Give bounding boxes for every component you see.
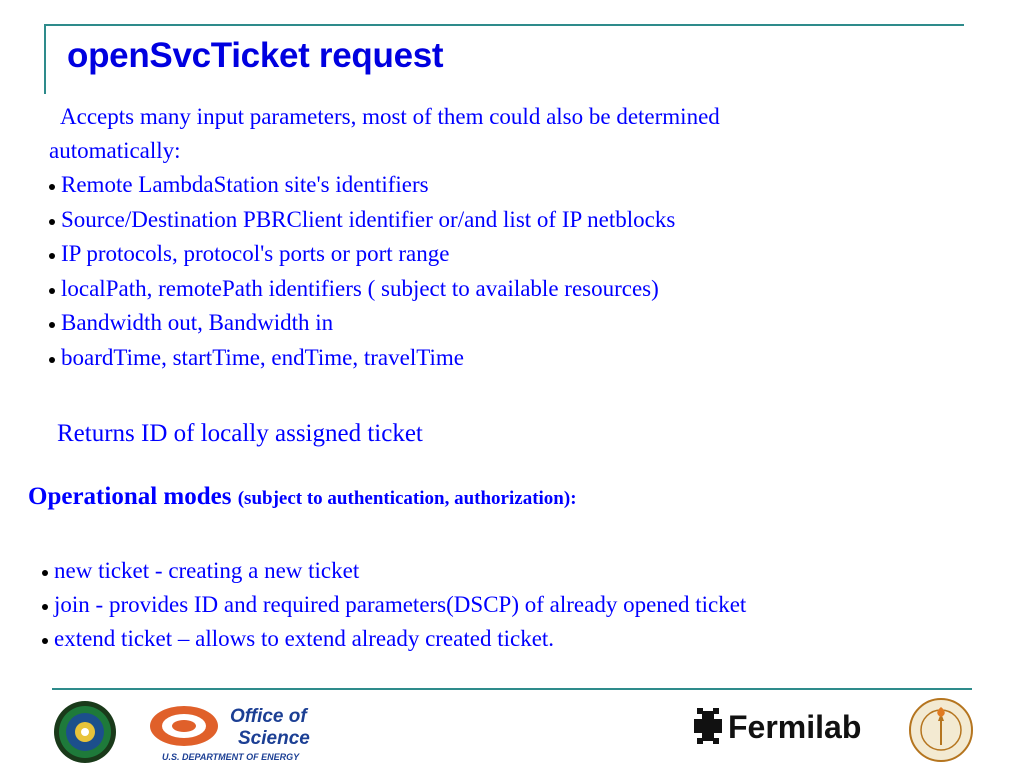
parameter-list <box>49 168 675 375</box>
bullet-icon <box>42 570 48 576</box>
bullet-icon <box>49 184 55 190</box>
bullet-icon <box>49 219 55 225</box>
modes-heading <box>28 483 577 511</box>
list-item: extend ticket – allows to extend already created ticket. <box>42 622 746 656</box>
doe-text: U.S. DEPARTMENT OF ENERGY <box>162 752 300 762</box>
list-item: Remote LambdaStation site's identifiers <box>49 168 675 203</box>
bullet-icon <box>42 604 48 610</box>
list-item: new ticket - creating a new ticket <box>42 554 746 588</box>
fermilab-text: Fermilab <box>728 709 862 745</box>
bullet-icon <box>49 253 55 259</box>
office-of-science-logo <box>148 700 338 764</box>
office-of-text: Office of <box>230 706 307 727</box>
bullet-icon <box>42 638 48 644</box>
title-rule <box>44 24 964 26</box>
bullet-icon <box>49 357 55 363</box>
title-accent-bar <box>44 26 46 94</box>
bullet-icon <box>49 288 55 294</box>
list-item: Bandwidth out, Bandwidth in <box>49 306 675 341</box>
intro-line-2: automatically: <box>49 138 181 163</box>
bullet-icon <box>49 322 55 328</box>
list-item: localPath, remotePath identifiers ( subject to available resources) <box>49 272 675 307</box>
mode-list <box>42 554 746 656</box>
list-item: boardTime, startTime, endTime, travelTime <box>49 341 675 376</box>
list-item: IP protocols, protocol's ports or port range <box>49 237 675 272</box>
fermilab-logo <box>694 705 894 747</box>
list-item: Source/Destination PBRClient identifier or/and list of IP netblocks <box>49 203 675 238</box>
slide-title: openSvcTicket request <box>67 36 444 75</box>
modes-subheading: (subject to authentication, authorization): <box>237 488 577 509</box>
returns-text: Returns ID of locally assigned ticket <box>57 420 423 447</box>
intro-text <box>49 100 899 168</box>
intro-line-1: Accepts many input parameters, most of them could also be determined <box>60 104 720 129</box>
footer-rule <box>52 688 972 690</box>
modes-heading-text: Operational modes <box>28 483 232 510</box>
list-item: join - provides ID and required parameters(DSCP) of already opened ticket <box>42 588 746 622</box>
caltech-seal-icon <box>908 697 974 763</box>
doe-seal-icon <box>53 700 117 764</box>
science-text: Science <box>238 728 310 749</box>
